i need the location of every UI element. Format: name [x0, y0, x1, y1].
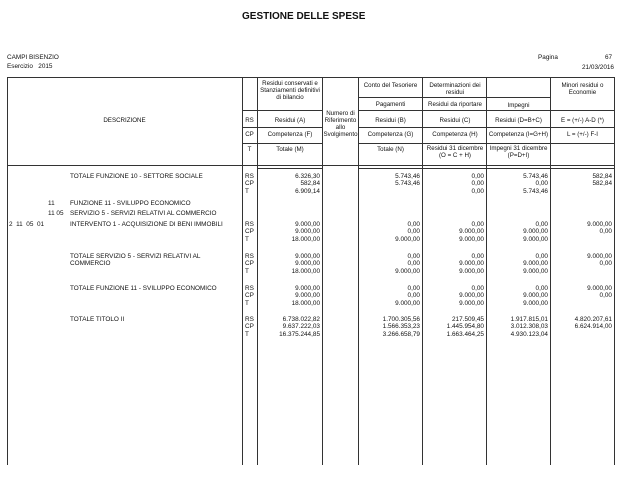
col-header-conto-tesoriere: Conto del Tesoriere [363, 82, 418, 89]
col-header-residui-da-riportare: Residui da riportare [428, 101, 482, 108]
col-header-e-formula: E = (+/-) A-D (*) [561, 117, 604, 124]
col-a-values: 6.326,30 582,84 6.909,14 [295, 173, 320, 195]
col-header-l-formula: L = (+/-) F-I [566, 131, 599, 138]
rct-labels: RS CP T [245, 316, 254, 338]
col-a-values: 9.000,00 9.000,00 18.000,00 [291, 285, 320, 307]
exercise-label-text: Esercizio [7, 63, 33, 70]
funzione-label: FUNZIONE 11 - SVILUPPO ECONOMICO [70, 200, 191, 207]
page-label: Pagina [538, 54, 558, 61]
funzione-code: 11 [48, 200, 55, 207]
col-c-values: 0,00 9.000,00 9.000,00 [459, 253, 484, 275]
col-header-competenza-igh: Competenza (I=G+H) [488, 131, 549, 138]
col-header-pagamenti: Pagamenti [375, 101, 406, 108]
col-d-values: 1.917.815,01 3.012.308,03 4.930.123,04 [510, 316, 548, 338]
col-header-numero-rif: Numero di Riferimento allo Svolgimento [323, 110, 358, 138]
col-a-values: 6.738.022,82 9.637.222,03 16.375.244,85 [279, 316, 320, 338]
col-header-competenza-f: Competenza (F) [267, 131, 313, 138]
col-header-totale-n: Totale (N) [377, 146, 404, 153]
rct-labels: RS CP T [245, 253, 254, 275]
servizio-code: 11 05 [48, 210, 64, 217]
rct-labels: RS CP T [245, 285, 254, 307]
col-header-totale-m: Totale (M) [276, 146, 304, 153]
servizio-label: SERVIZIO 5 - SERVIZI RELATIVI AL COMMERCIO [70, 210, 217, 217]
page-number: 67 [605, 54, 613, 61]
col-d-values: 0,00 9.000,00 9.000,00 [523, 253, 548, 275]
exercise-label [7, 63, 52, 70]
col-b-values: 0,00 0,00 9.000,00 [395, 221, 420, 243]
col-b-values: 0,00 0,00 9.000,00 [395, 253, 420, 275]
col-e-values: 9.000,00 0,00 [587, 221, 612, 236]
rct-labels: RS CP T [245, 221, 254, 243]
col-e-values: 9.000,00 0,00 [587, 253, 612, 268]
col-d-values: 0,00 9.000,00 9.000,00 [523, 221, 548, 243]
col-header-impegni: Impegni [507, 102, 530, 109]
col-header-residui-a: Residui (A) [274, 117, 306, 124]
col-c-values: 0,00 0,00 0,00 [471, 173, 484, 195]
row-desc: INTERVENTO 1 - ACQUISIZIONE DI BENI IMMOBILI [70, 221, 223, 228]
page-title: GESTIONE DELLE SPESE [242, 11, 366, 22]
col-a-values: 9.000,00 9.000,00 18.000,00 [291, 221, 320, 243]
col-header-residui-conservati: Residui conservati e Stanziamenti definitivi di bilancio [260, 80, 320, 101]
col-header-descrizione: DESCRIZIONE [103, 117, 146, 124]
col-c-values: 0,00 9.000,00 9.000,00 [459, 221, 484, 243]
row-desc: TOTALE SERVIZIO 5 - SERVIZI RELATIVI AL COMMERCIO [70, 253, 201, 268]
col-header-residui-dbc: Residui (D=B+C) [495, 117, 542, 124]
col-e-values: 4.820.207,61 6.624.914,00 [574, 316, 612, 331]
col-header-residui-b: Residui (B) [375, 117, 406, 124]
rct-labels: RS CP T [245, 173, 254, 195]
col-header-competenza-g: Competenza (G) [367, 131, 414, 138]
col-a-values: 9.000,00 9.000,00 18.000,00 [291, 253, 320, 275]
entity-name: CAMPI BISENZIO [7, 54, 59, 61]
col-c-values: 217.509,45 1.445.954,80 1.663.464,25 [446, 316, 484, 338]
row-desc: TOTALE FUNZIONE 11 - SVILUPPO ECONOMICO [70, 285, 217, 292]
col-header-determinazione: Determinazioni dei residui [429, 82, 481, 96]
col-header-residui-31: Residui 31 dicembre (O = C + H) [426, 145, 484, 159]
col-header-t: T [247, 146, 252, 153]
col-d-values: 0,00 9.000,00 9.000,00 [523, 285, 548, 307]
col-b-values: 5.743,46 5.743,46 [395, 173, 420, 188]
row-code: 2 11 05 01 [9, 221, 45, 228]
col-c-values: 0,00 9.000,00 9.000,00 [459, 285, 484, 307]
col-header-competenza-h: Competenza (H) [432, 131, 478, 138]
col-d-values: 5.743,46 0,00 5.743,46 [523, 173, 548, 195]
col-b-values: 0,00 0,00 9.000,00 [395, 285, 420, 307]
col-header-impegni-31: Impegni 31 dicembre (P=D+I) [489, 145, 548, 159]
col-header-rs: RS [245, 117, 254, 124]
col-e-values: 9.000,00 0,00 [587, 285, 612, 300]
col-b-values: 1.700.305,56 1.566.353,23 3.266.658,79 [382, 316, 420, 338]
col-header-residui-c: Residui (C) [439, 117, 471, 124]
col-header-minori-residui: Minori residui o Economie [561, 82, 604, 96]
col-e-values: 582,84 582,84 [592, 173, 612, 188]
row-desc: TOTALE TITOLO II [70, 316, 125, 323]
col-header-cp: CP [245, 131, 254, 138]
report-date: 21/03/2016 [582, 64, 614, 71]
row-desc: TOTALE FUNZIONE 10 - SETTORE SOCIALE [70, 173, 203, 180]
exercise-year: 2015 [38, 63, 53, 70]
